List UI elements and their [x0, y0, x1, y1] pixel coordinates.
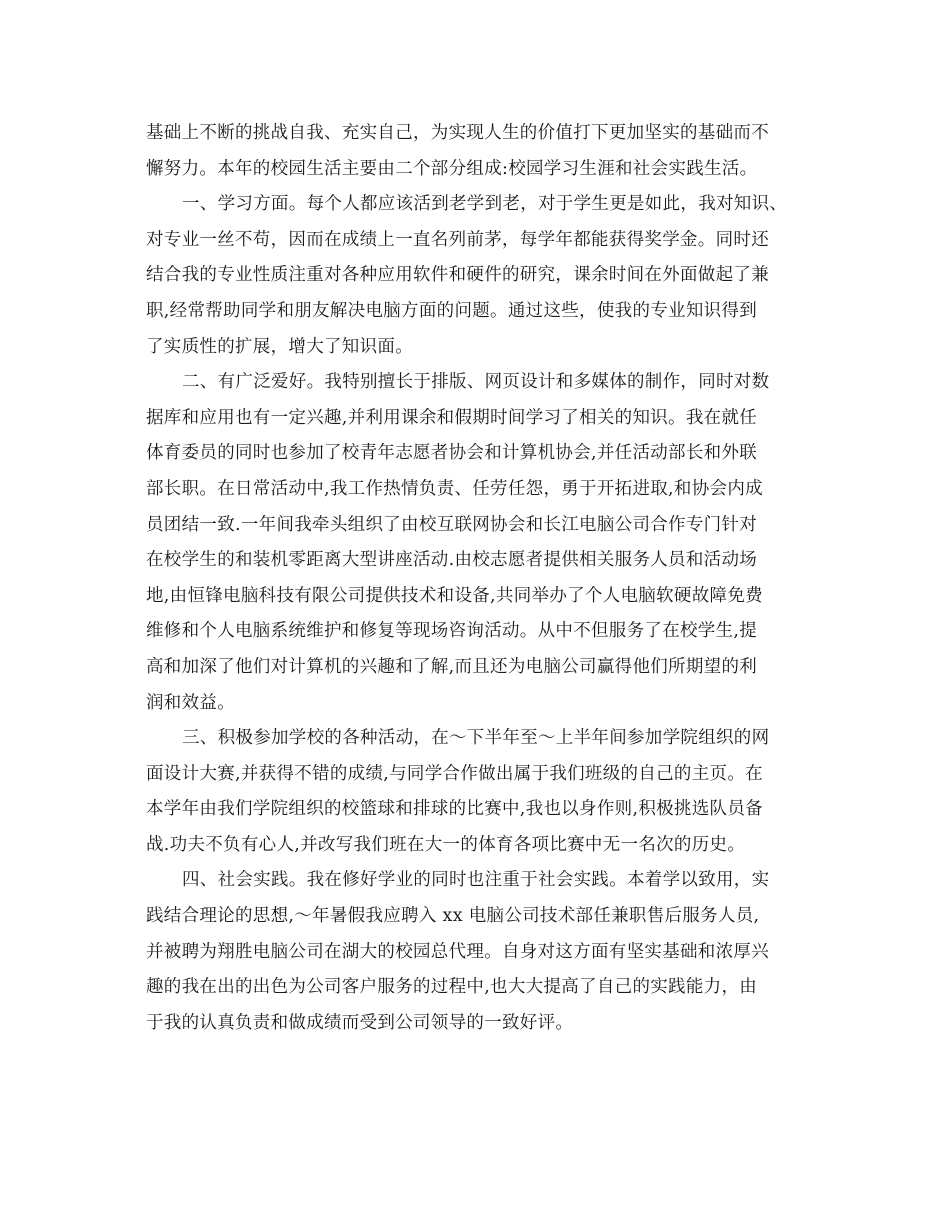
text-line: 本学年由我们学院组织的校篮球和排球的比赛中,我也以身作则,积极挑选队员备	[146, 799, 763, 820]
text-line: 一、学习方面。每个人都应该活到老学到老，对于学生更是如此，我对知识、	[182, 194, 788, 215]
text-line: 润和效益。	[146, 692, 235, 713]
text-line: 于我的认真负责和做成绩而受到公司领导的一致好评。	[146, 1012, 574, 1033]
text-line: 结合我的专业性质注重对各种应用软件和硬件的研究，课余时间在外面做起了兼	[146, 265, 769, 286]
text-line: 了实质性的扩展，增大了知识面。	[146, 336, 413, 357]
text-line: 据库和应用也有一定兴趣,并利用课余和假期时间学习了相关的知识。我在就任	[146, 407, 758, 428]
text-line: 部长职。在日常活动中,我工作热情负责、任劳任怨，勇于开拓进取,和协会内成	[146, 478, 763, 499]
text-line: 二、有广泛爱好。我特别擅长于排版、网页设计和多媒体的制作，同时对数	[182, 372, 770, 393]
text-line: 践结合理论的思想,～年暑假我应聘入 xx 电脑公司技术部任兼职售后服务人员,	[146, 906, 760, 927]
text-line: 基础上不断的挑战自我、充实自己，为实现人生的价值打下更加坚实的基础而不	[146, 123, 769, 143]
text-line: 面设计大赛,并获得不错的成绩,与同学合作做出属于我们班级的自己的主页。在	[146, 763, 763, 784]
text-line: 维修和个人电脑系统维护和修复等现场咨询活动。从中不但服务了在校学生,提	[146, 621, 758, 642]
text-line: 三、积极参加学校的各种活动，在～下半年至～上半年间参加学院组织的网	[182, 728, 770, 749]
text-line: 员团结一致.一年间我牵头组织了由校互联网协会和长江电脑公司合作专门针对	[146, 514, 758, 535]
text-line: 体育委员的同时也参加了校青年志愿者协会和计算机协会,并任活动部长和外联	[146, 443, 758, 464]
text-line: 职,经常帮助同学和朋友解决电脑方面的问题。通过这些，使我的专业知识得到	[146, 300, 758, 321]
text-line: 并被聘为翔胜电脑公司在湖大的校园总代理。自身对这方面有坚实基础和浓厚兴	[146, 941, 769, 962]
text-line: 对专业一丝不苟，因而在成绩上一直名列前茅，每学年都能获得奖学金。同时还	[146, 229, 769, 250]
text-line: 战.功夫不负有心人,并改写我们班在大一的体育各项比赛中无一名次的历史。	[146, 834, 746, 855]
text-line: 高和加深了他们对计算机的兴趣和了解,而且还为电脑公司赢得他们所期望的利	[146, 656, 758, 677]
document-body	[146, 116, 816, 1041]
text-line: 在校学生的和装机零距离大型讲座活动.由校志愿者提供相关服务人员和活动场	[146, 550, 758, 571]
text-line: 趣的我在出的出色为公司客户服务的过程中,也大大提高了自己的实践能力，由	[146, 977, 758, 998]
text-line: 懈努力。本年的校园生活主要由二个部分组成:校园学习生涯和社会实践生活。	[146, 158, 758, 179]
text-line: 地,由恒锋电脑科技有限公司提供技术和设备,共同举办了个人电脑软硬故障免费	[146, 585, 763, 606]
text-line: 四、社会实践。我在修好学业的同时也注重于社会实践。本着学以致用，实	[182, 870, 770, 891]
